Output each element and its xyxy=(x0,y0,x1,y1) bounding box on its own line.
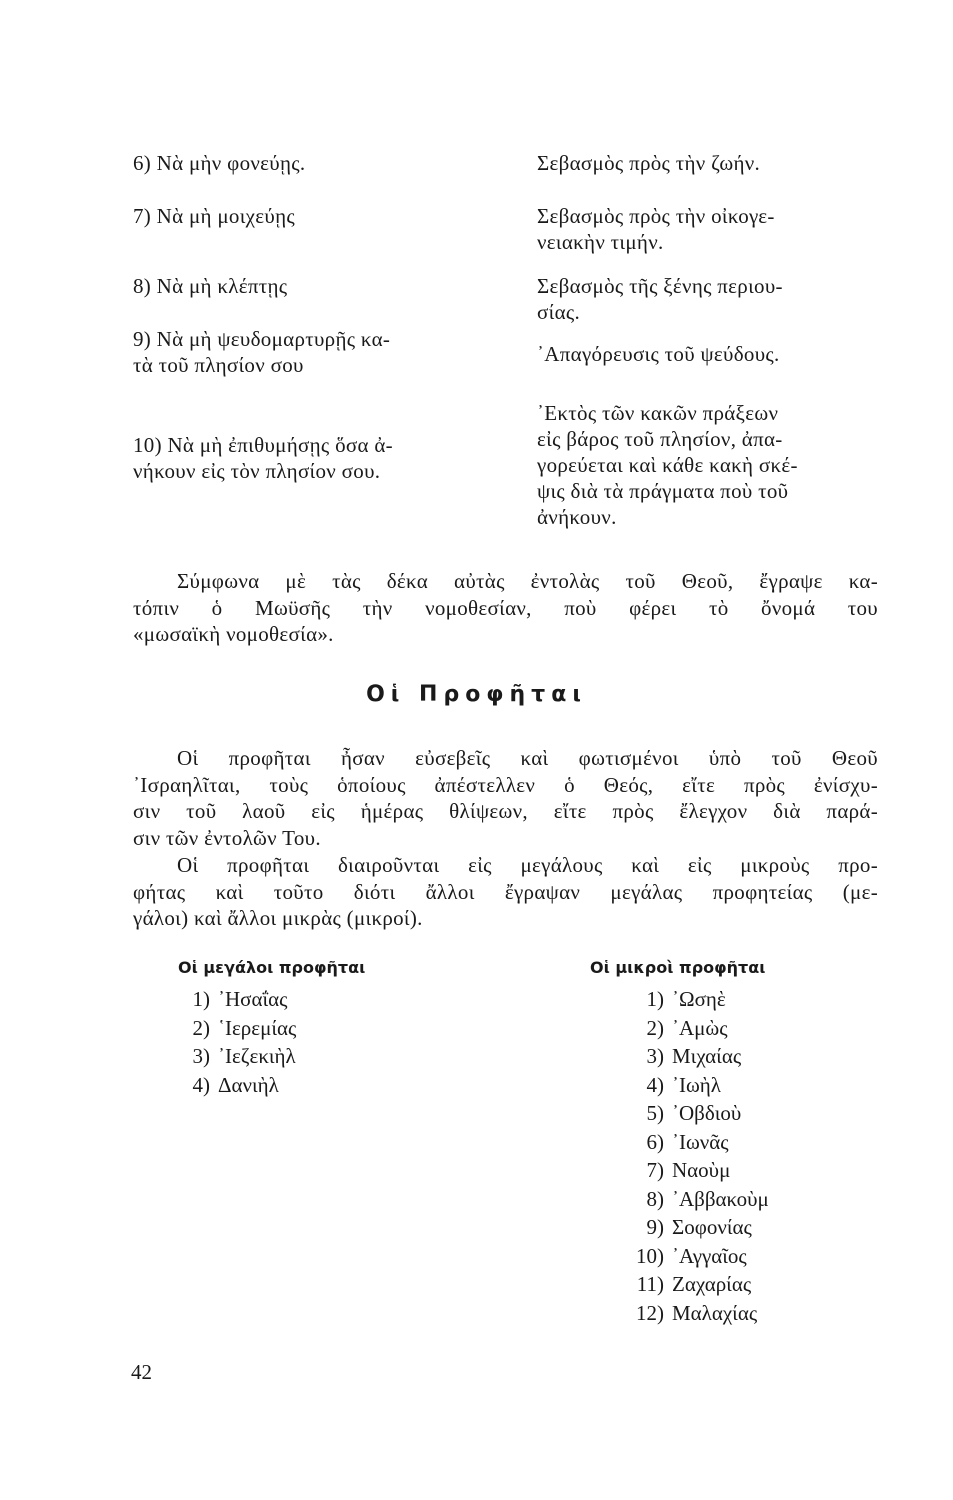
prophets-paragraph xyxy=(133,745,878,851)
prophet-name: Μιχαίας xyxy=(672,1044,742,1068)
item-number: 3) xyxy=(192,1044,210,1068)
prophet-name: ᾿Ωσηὲ xyxy=(672,987,726,1011)
list-item xyxy=(166,1042,296,1071)
item-number: 4) xyxy=(192,1072,210,1097)
item-number: 6) xyxy=(646,1129,664,1154)
minor-prophets-list xyxy=(610,985,769,1327)
commandment-meaning: ᾿Απαγόρευσις τοῦ ψεύδους. xyxy=(537,342,780,366)
text-line: ᾿Ισραηλῖται, τοὺς ὁποίους ἀπέστελλεν ὁ Θεός, εἴτε πρὸς ἐνίσχυ- xyxy=(133,772,878,797)
list-item xyxy=(610,1185,769,1214)
prophet-name: ᾿Αμὼς xyxy=(672,1015,728,1040)
list-item xyxy=(166,1071,296,1100)
prophet-name: ᾿Οβδιοὺ xyxy=(672,1101,742,1125)
item-number: 8) xyxy=(646,1186,664,1211)
list-item xyxy=(610,1242,769,1271)
list-item xyxy=(610,1270,769,1299)
prophet-name: ᾿Ιωὴλ xyxy=(672,1072,721,1097)
item-number: 3) xyxy=(646,1044,664,1068)
commandment-text: 9) Νὰ μὴ ψευδομαρτυρῇς κα- τὰ τοῦ πλησίον σου xyxy=(133,327,391,377)
text-line: φήτας καὶ τοῦτο διότι ἄλλοι ἔγραψαν μεγάλας προφητείας (με- xyxy=(133,879,878,904)
item-number: 11) xyxy=(636,1272,664,1296)
commandment-text: 10) Νὰ μὴ ἐπιθυμήσῃς ὅσα ἀ- νήκουν εἰς τὸν πλησίον σου. xyxy=(133,433,393,483)
list-item xyxy=(166,1014,296,1043)
prophet-name: Δανιὴλ xyxy=(218,1072,279,1097)
item-number: 10) xyxy=(636,1243,664,1268)
list-item xyxy=(610,1099,769,1128)
major-prophets-heading: Οἱ μεγάλοι προφῆται xyxy=(178,958,366,977)
list-item xyxy=(610,1213,769,1242)
prophet-name: ᾿Αγγαῖος xyxy=(672,1243,747,1268)
item-number: 4) xyxy=(646,1072,664,1097)
prophet-name: ᾿Ιεζεκιὴλ xyxy=(218,1044,296,1068)
prophets-paragraph xyxy=(133,852,878,932)
list-item xyxy=(610,1071,769,1100)
list-item xyxy=(610,1014,769,1043)
minor-prophets-heading: Οἱ μικροὶ προφῆται xyxy=(590,958,766,977)
prophet-name: ᾿Ιωνᾶς xyxy=(672,1129,729,1154)
list-item xyxy=(610,1299,769,1328)
major-prophets-list xyxy=(166,985,296,1099)
prophet-name: ῾Ιερεμίας xyxy=(218,1015,297,1040)
list-item xyxy=(166,985,296,1014)
item-number: 1) xyxy=(646,987,664,1011)
list-item xyxy=(610,1128,769,1157)
list-item xyxy=(610,1156,769,1185)
item-number: 9) xyxy=(646,1215,664,1239)
commandment-text: 8) Νὰ μὴ κλέπτῃς xyxy=(133,274,288,298)
section-title: Οἱ Προφῆται xyxy=(366,682,587,707)
text-line: Σύμφωνα μὲ τὰς δέκα αὐτὰς ἐντολὰς τοῦ Θεοῦ, ἔγραψε κα- xyxy=(177,569,878,593)
text-line: Οἱ προφῆται ἦσαν εὐσεβεῖς καὶ φωτισμένοι ὑπὸ τοῦ Θεοῦ xyxy=(177,746,878,770)
text-line: τόπιν ὁ Μωϋσῆς τὴν νομοθεσίαν, ποὺ φέρει τὸ ὄνομά του xyxy=(133,595,878,620)
text-line: σιν τοῦ λαοῦ εἰς ἡμέρας θλίψεων, εἴτε πρὸς ἔλεγχον διὰ παρά- xyxy=(133,799,878,823)
prophet-name: Ναοὺμ xyxy=(672,1158,731,1182)
text-line: γάλοι) καὶ ἄλλοι μικρὰς (μικροί). xyxy=(133,906,423,930)
list-item xyxy=(610,1042,769,1071)
text-line: σιν τῶν ἐντολῶν Του. xyxy=(133,825,321,850)
list-item xyxy=(610,985,769,1014)
text-line: «μωσαϊκὴ νομοθεσία». xyxy=(133,622,334,646)
prophet-name: ᾿Αββακοὺμ xyxy=(672,1186,769,1211)
item-number: 1) xyxy=(192,987,210,1011)
item-number: 2) xyxy=(646,1015,664,1040)
item-number: 5) xyxy=(646,1101,664,1125)
prophet-name: Μαλαχίας xyxy=(672,1300,758,1325)
prophet-name: ᾿Ησαΐας xyxy=(218,987,288,1011)
prophet-name: Ζαχαρίας xyxy=(672,1272,752,1296)
item-number: 2) xyxy=(192,1015,210,1040)
item-number: 7) xyxy=(646,1158,664,1182)
commandment-meaning: Σεβασμὸς πρὸς τὴν ζωήν. xyxy=(537,151,761,175)
commandment-text: 7) Νὰ μὴ μοιχεύῃς xyxy=(133,204,295,228)
commandment-meaning: Σεβασμὸς τῆς ξένης περιου- σίας. xyxy=(537,274,783,324)
commandment-meaning: Σεβασμὸς πρὸς τὴν οἰκογε- νειακὴν τιμήν. xyxy=(537,204,775,254)
page-number: 42 xyxy=(131,1360,152,1384)
item-number: 12) xyxy=(636,1300,664,1325)
commandment-text: 6) Νὰ μὴν φονεύῃς. xyxy=(133,151,306,175)
text-line: Οἱ προφῆται διαιροῦνται εἰς μεγάλους καὶ εἰς μικροὺς προ- xyxy=(177,853,878,877)
prophet-name: Σοφονίας xyxy=(672,1215,752,1239)
commandment-meaning: ᾿Εκτὸς τῶν κακῶν πράξεων εἰς βάρος τοῦ πλησίον, ἀπα- γορεύεται καὶ κάθε κακὴ σκέ- ψις διὰ τὰ πράγματα ποὺ τοῦ ἀνήκουν. xyxy=(537,401,798,529)
intro-paragraph xyxy=(133,568,878,648)
